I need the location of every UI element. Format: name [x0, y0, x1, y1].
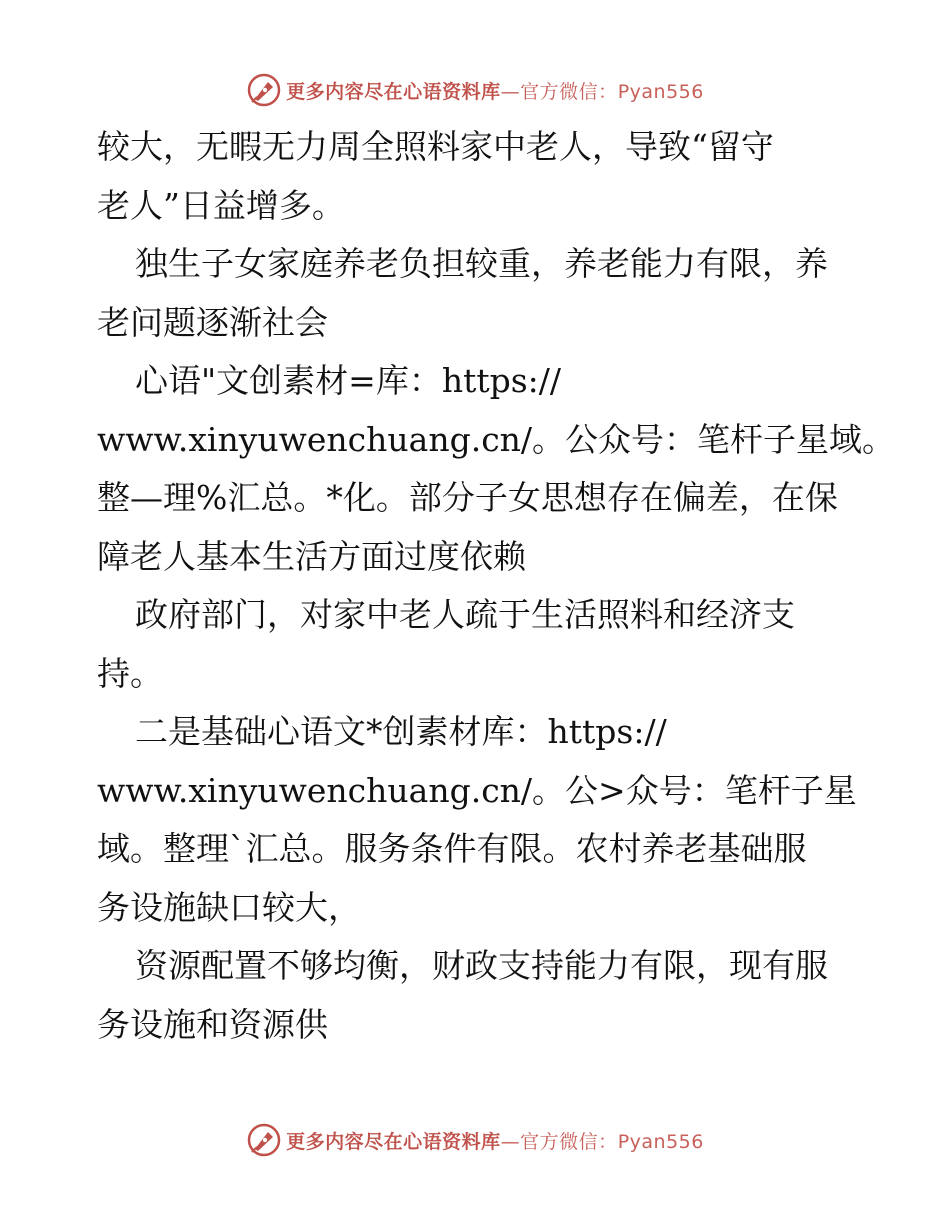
banner-wechat-label: 官方微信：: [520, 1130, 618, 1153]
banner-wechat-id: Pyan556: [617, 1130, 704, 1153]
body-line: 持。: [97, 653, 163, 693]
body-line: 务设施缺口较大，: [97, 887, 361, 927]
body-line: 域。整理`汇总。服务条件有限。农村养老基础服: [97, 829, 807, 868]
body-line: 政府部门，对家中老人疏于生活照料和经济支: [135, 595, 795, 634]
document-body: [97, 118, 896, 1054]
banner-wechat-label: 官方微信：: [520, 80, 618, 103]
body-line: 较大，无暇无力周全照料家中老人，导致“留守: [97, 127, 774, 166]
body-line: 独生子女家庭养老负担较重，养老能力有限，养: [135, 244, 828, 283]
banner-main-text: 更多内容尽在心语资料库: [286, 1130, 501, 1153]
body-line: www.xinyuwenchuang.cn/。公众号：笔杆子星域。: [97, 419, 896, 459]
body-line: 老人”日益增多。: [97, 185, 345, 225]
pen-nib-logo-icon: [246, 72, 282, 108]
footer-banner: [0, 1120, 950, 1160]
pen-nib-logo-icon: [246, 1122, 282, 1158]
body-line: 老问题逐渐社会: [97, 302, 328, 342]
banner-text: [286, 1127, 704, 1154]
banner-dash: —: [500, 80, 521, 103]
header-banner: [0, 70, 950, 110]
body-line: 心语"文创素材=库：https://: [135, 361, 562, 400]
banner-main-text: 更多内容尽在心语资料库: [286, 80, 501, 103]
banner-text: [286, 77, 704, 104]
body-line: www.xinyuwenchuang.cn/。公>众号：笔杆子星: [97, 770, 857, 810]
body-line: 务设施和资源供: [97, 1004, 328, 1044]
banner-wechat-id: Pyan556: [617, 80, 704, 103]
body-line: 整—理%汇总。*化。部分子女思想存在偏差，在保: [97, 478, 838, 517]
banner-dash: —: [500, 1130, 521, 1153]
body-line: 障老人基本生活方面过度依赖: [97, 536, 526, 576]
body-line: 二是基础心语文*创素材库：https://: [135, 712, 667, 751]
body-line: 资源配置不够均衡，财政支持能力有限，现有服: [135, 946, 828, 985]
